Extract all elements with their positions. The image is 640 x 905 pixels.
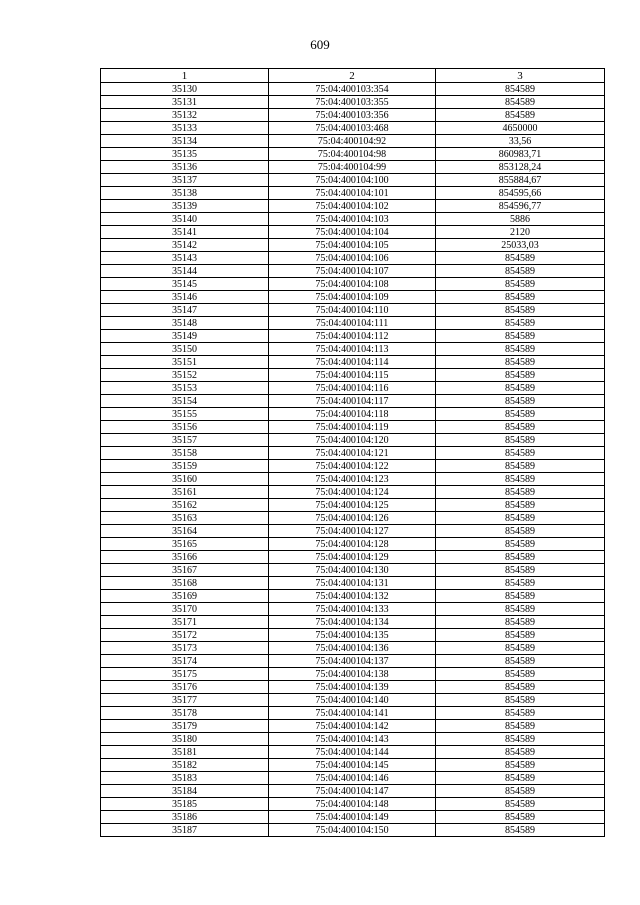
row-number-cell: 35168 [101, 577, 269, 590]
value-cell: 854589 [436, 447, 605, 460]
value-cell: 854589 [436, 616, 605, 629]
table-row [101, 434, 605, 447]
table-row [101, 629, 605, 642]
value-cell: 854589 [436, 603, 605, 616]
row-number-cell: 35144 [101, 265, 269, 278]
table-row [101, 252, 605, 265]
row-number-cell: 35136 [101, 161, 269, 174]
value-cell: 854589 [436, 109, 605, 122]
value-cell: 854589 [436, 551, 605, 564]
table-row [101, 798, 605, 811]
row-number-cell: 35160 [101, 473, 269, 486]
value-cell: 854589 [436, 746, 605, 759]
table-row [101, 83, 605, 96]
table-row [101, 720, 605, 733]
table-row [101, 200, 605, 213]
table-row [101, 785, 605, 798]
cadastral-number-cell: 75:04:400104:102 [269, 200, 436, 213]
cadastral-number-cell: 75:04:400104:117 [269, 395, 436, 408]
cadastral-number-cell: 75:04:400104:131 [269, 577, 436, 590]
cadastral-number-cell: 75:04:400104:106 [269, 252, 436, 265]
table-row [101, 473, 605, 486]
table-row [101, 369, 605, 382]
data-table [100, 68, 605, 837]
row-number-cell: 35166 [101, 551, 269, 564]
table-row [101, 772, 605, 785]
row-number-cell: 35151 [101, 356, 269, 369]
row-number-cell: 35169 [101, 590, 269, 603]
row-number-cell: 35132 [101, 109, 269, 122]
value-cell: 854589 [436, 382, 605, 395]
cadastral-number-cell: 75:04:400104:145 [269, 759, 436, 772]
value-cell: 854589 [436, 317, 605, 330]
cadastral-number-cell: 75:04:400104:108 [269, 278, 436, 291]
cadastral-number-cell: 75:04:400104:111 [269, 317, 436, 330]
table-row [101, 343, 605, 356]
cadastral-number-cell: 75:04:400104:110 [269, 304, 436, 317]
row-number-cell: 35182 [101, 759, 269, 772]
value-cell: 854589 [436, 720, 605, 733]
value-cell: 854589 [436, 499, 605, 512]
page-number: 609 [310, 37, 330, 52]
row-number-cell: 35177 [101, 694, 269, 707]
row-number-cell: 35172 [101, 629, 269, 642]
table-row [101, 694, 605, 707]
table-row [101, 512, 605, 525]
value-cell: 854589 [436, 278, 605, 291]
value-cell: 855884,67 [436, 174, 605, 187]
value-cell: 854589 [436, 811, 605, 824]
row-number-cell: 35165 [101, 538, 269, 551]
value-cell: 854589 [436, 564, 605, 577]
table-row [101, 447, 605, 460]
table-row [101, 239, 605, 252]
header-row [101, 69, 605, 83]
value-cell: 853128,24 [436, 161, 605, 174]
value-cell: 854589 [436, 265, 605, 278]
cadastral-number-cell: 75:04:400104:104 [269, 226, 436, 239]
row-number-cell: 35139 [101, 200, 269, 213]
table-row [101, 317, 605, 330]
cadastral-number-cell: 75:04:400104:103 [269, 213, 436, 226]
cadastral-number-cell: 75:04:400104:116 [269, 382, 436, 395]
row-number-cell: 35147 [101, 304, 269, 317]
cadastral-number-cell: 75:04:400104:132 [269, 590, 436, 603]
value-cell: 854589 [436, 707, 605, 720]
value-cell: 854589 [436, 772, 605, 785]
row-number-cell: 35141 [101, 226, 269, 239]
value-cell: 854589 [436, 83, 605, 96]
table-row [101, 577, 605, 590]
value-cell: 854589 [436, 356, 605, 369]
table-row [101, 733, 605, 746]
value-cell: 854589 [436, 486, 605, 499]
row-number-cell: 35178 [101, 707, 269, 720]
cadastral-number-cell: 75:04:400104:112 [269, 330, 436, 343]
row-number-cell: 35150 [101, 343, 269, 356]
row-number-cell: 35176 [101, 681, 269, 694]
cadastral-number-cell: 75:04:400104:146 [269, 772, 436, 785]
cadastral-number-cell: 75:04:400103:468 [269, 122, 436, 135]
table-row [101, 746, 605, 759]
table-row [101, 616, 605, 629]
cadastral-number-cell: 75:04:400104:134 [269, 616, 436, 629]
cadastral-number-cell: 75:04:400104:123 [269, 473, 436, 486]
cadastral-number-cell: 75:04:400104:113 [269, 343, 436, 356]
cadastral-number-cell: 75:04:400104:100 [269, 174, 436, 187]
table-row [101, 759, 605, 772]
row-number-cell: 35184 [101, 785, 269, 798]
table-row [101, 564, 605, 577]
value-cell: 25033,03 [436, 239, 605, 252]
table-row [101, 96, 605, 109]
value-cell: 854589 [436, 824, 605, 837]
value-cell: 854589 [436, 538, 605, 551]
cadastral-number-cell: 75:04:400104:141 [269, 707, 436, 720]
value-cell: 854589 [436, 577, 605, 590]
value-cell: 854589 [436, 330, 605, 343]
value-cell: 854589 [436, 434, 605, 447]
value-cell: 854589 [436, 681, 605, 694]
cadastral-number-cell: 75:04:400104:138 [269, 668, 436, 681]
row-number-cell: 35152 [101, 369, 269, 382]
value-cell: 854589 [436, 668, 605, 681]
table-header [101, 69, 605, 83]
table-row [101, 681, 605, 694]
value-cell: 854596,77 [436, 200, 605, 213]
cadastral-number-cell: 75:04:400104:92 [269, 135, 436, 148]
column-header-1: 1 [101, 69, 269, 83]
value-cell: 854589 [436, 733, 605, 746]
cadastral-number-cell: 75:04:400104:105 [269, 239, 436, 252]
table-row [101, 408, 605, 421]
value-cell: 854589 [436, 785, 605, 798]
row-number-cell: 35158 [101, 447, 269, 460]
cadastral-number-cell: 75:04:400104:139 [269, 681, 436, 694]
cadastral-number-cell: 75:04:400104:124 [269, 486, 436, 499]
row-number-cell: 35174 [101, 655, 269, 668]
row-number-cell: 35183 [101, 772, 269, 785]
row-number-cell: 35137 [101, 174, 269, 187]
column-header-3: 3 [436, 69, 605, 83]
row-number-cell: 35157 [101, 434, 269, 447]
table-row [101, 174, 605, 187]
row-number-cell: 35164 [101, 525, 269, 538]
row-number-cell: 35153 [101, 382, 269, 395]
row-number-cell: 35155 [101, 408, 269, 421]
row-number-cell: 35130 [101, 83, 269, 96]
row-number-cell: 35134 [101, 135, 269, 148]
column-header-2: 2 [269, 69, 436, 83]
table-row [101, 668, 605, 681]
row-number-cell: 35170 [101, 603, 269, 616]
row-number-cell: 35180 [101, 733, 269, 746]
value-cell: 854589 [436, 629, 605, 642]
cadastral-number-cell: 75:04:400104:98 [269, 148, 436, 161]
table-row [101, 642, 605, 655]
table-row [101, 824, 605, 837]
cadastral-number-cell: 75:04:400104:148 [269, 798, 436, 811]
cadastral-number-cell: 75:04:400104:128 [269, 538, 436, 551]
table-row [101, 382, 605, 395]
table-row [101, 226, 605, 239]
cadastral-number-cell: 75:04:400103:355 [269, 96, 436, 109]
cadastral-number-cell: 75:04:400104:120 [269, 434, 436, 447]
table-row [101, 525, 605, 538]
cadastral-number-cell: 75:04:400104:127 [269, 525, 436, 538]
cadastral-number-cell: 75:04:400104:149 [269, 811, 436, 824]
row-number-cell: 35162 [101, 499, 269, 512]
table-row [101, 499, 605, 512]
row-number-cell: 35140 [101, 213, 269, 226]
table-row [101, 486, 605, 499]
value-cell: 854589 [436, 473, 605, 486]
value-cell: 5886 [436, 213, 605, 226]
cadastral-number-cell: 75:04:400104:137 [269, 655, 436, 668]
table-row [101, 161, 605, 174]
row-number-cell: 35173 [101, 642, 269, 655]
cadastral-number-cell: 75:04:400104:107 [269, 265, 436, 278]
table-row [101, 109, 605, 122]
row-number-cell: 35149 [101, 330, 269, 343]
row-number-cell: 35148 [101, 317, 269, 330]
value-cell: 854589 [436, 369, 605, 382]
value-cell: 854589 [436, 291, 605, 304]
table-row [101, 265, 605, 278]
value-cell: 854589 [436, 304, 605, 317]
cadastral-number-cell: 75:04:400104:140 [269, 694, 436, 707]
cadastral-number-cell: 75:04:400104:143 [269, 733, 436, 746]
value-cell: 854589 [436, 590, 605, 603]
value-cell: 854589 [436, 408, 605, 421]
row-number-cell: 35171 [101, 616, 269, 629]
value-cell: 854589 [436, 642, 605, 655]
value-cell: 854589 [436, 759, 605, 772]
table-row [101, 187, 605, 200]
table-row [101, 603, 605, 616]
cadastral-number-cell: 75:04:400104:135 [269, 629, 436, 642]
table-body [101, 83, 605, 837]
value-cell: 860983,71 [436, 148, 605, 161]
row-number-cell: 35156 [101, 421, 269, 434]
value-cell: 2120 [436, 226, 605, 239]
row-number-cell: 35146 [101, 291, 269, 304]
value-cell: 854589 [436, 343, 605, 356]
table-row [101, 395, 605, 408]
row-number-cell: 35185 [101, 798, 269, 811]
table-row [101, 148, 605, 161]
table-row [101, 590, 605, 603]
cadastral-number-cell: 75:04:400103:354 [269, 83, 436, 96]
table-row [101, 551, 605, 564]
row-number-cell: 35131 [101, 96, 269, 109]
cadastral-number-cell: 75:04:400104:144 [269, 746, 436, 759]
row-number-cell: 35163 [101, 512, 269, 525]
value-cell: 4650000 [436, 122, 605, 135]
row-number-cell: 35135 [101, 148, 269, 161]
cadastral-number-cell: 75:04:400104:122 [269, 460, 436, 473]
cadastral-number-cell: 75:04:400104:99 [269, 161, 436, 174]
value-cell: 854589 [436, 96, 605, 109]
table-row [101, 811, 605, 824]
value-cell: 854589 [436, 252, 605, 265]
value-cell: 854589 [436, 655, 605, 668]
cadastral-number-cell: 75:04:400104:133 [269, 603, 436, 616]
row-number-cell: 35167 [101, 564, 269, 577]
cadastral-number-cell: 75:04:400104:114 [269, 356, 436, 369]
cadastral-number-cell: 75:04:400104:142 [269, 720, 436, 733]
row-number-cell: 35138 [101, 187, 269, 200]
cadastral-number-cell: 75:04:400104:136 [269, 642, 436, 655]
value-cell: 854589 [436, 512, 605, 525]
table-row [101, 304, 605, 317]
cadastral-number-cell: 75:04:400104:129 [269, 551, 436, 564]
row-number-cell: 35181 [101, 746, 269, 759]
value-cell: 33,56 [436, 135, 605, 148]
row-number-cell: 35186 [101, 811, 269, 824]
table-row [101, 356, 605, 369]
cadastral-number-cell: 75:04:400104:147 [269, 785, 436, 798]
row-number-cell: 35161 [101, 486, 269, 499]
table-row [101, 135, 605, 148]
row-number-cell: 35187 [101, 824, 269, 837]
cadastral-number-cell: 75:04:400104:101 [269, 187, 436, 200]
row-number-cell: 35145 [101, 278, 269, 291]
cadastral-number-cell: 75:04:400104:126 [269, 512, 436, 525]
table-row [101, 122, 605, 135]
row-number-cell: 35154 [101, 395, 269, 408]
value-cell: 854589 [436, 421, 605, 434]
value-cell: 854595,66 [436, 187, 605, 200]
row-number-cell: 35143 [101, 252, 269, 265]
cadastral-number-cell: 75:04:400104:118 [269, 408, 436, 421]
cadastral-number-cell: 75:04:400104:109 [269, 291, 436, 304]
cadastral-number-cell: 75:04:400104:115 [269, 369, 436, 382]
row-number-cell: 35133 [101, 122, 269, 135]
table-row [101, 707, 605, 720]
row-number-cell: 35142 [101, 239, 269, 252]
cadastral-number-cell: 75:04:400104:150 [269, 824, 436, 837]
table-row [101, 655, 605, 668]
cadastral-number-cell: 75:04:400104:119 [269, 421, 436, 434]
value-cell: 854589 [436, 525, 605, 538]
table-row [101, 278, 605, 291]
table-row [101, 291, 605, 304]
table-row [101, 538, 605, 551]
table-row [101, 460, 605, 473]
value-cell: 854589 [436, 694, 605, 707]
row-number-cell: 35175 [101, 668, 269, 681]
cadastral-number-cell: 75:04:400103:356 [269, 109, 436, 122]
value-cell: 854589 [436, 460, 605, 473]
row-number-cell: 35159 [101, 460, 269, 473]
table-row [101, 213, 605, 226]
cadastral-number-cell: 75:04:400104:121 [269, 447, 436, 460]
cadastral-number-cell: 75:04:400104:125 [269, 499, 436, 512]
cadastral-number-cell: 75:04:400104:130 [269, 564, 436, 577]
value-cell: 854589 [436, 395, 605, 408]
table-row [101, 421, 605, 434]
table-row [101, 330, 605, 343]
row-number-cell: 35179 [101, 720, 269, 733]
value-cell: 854589 [436, 798, 605, 811]
